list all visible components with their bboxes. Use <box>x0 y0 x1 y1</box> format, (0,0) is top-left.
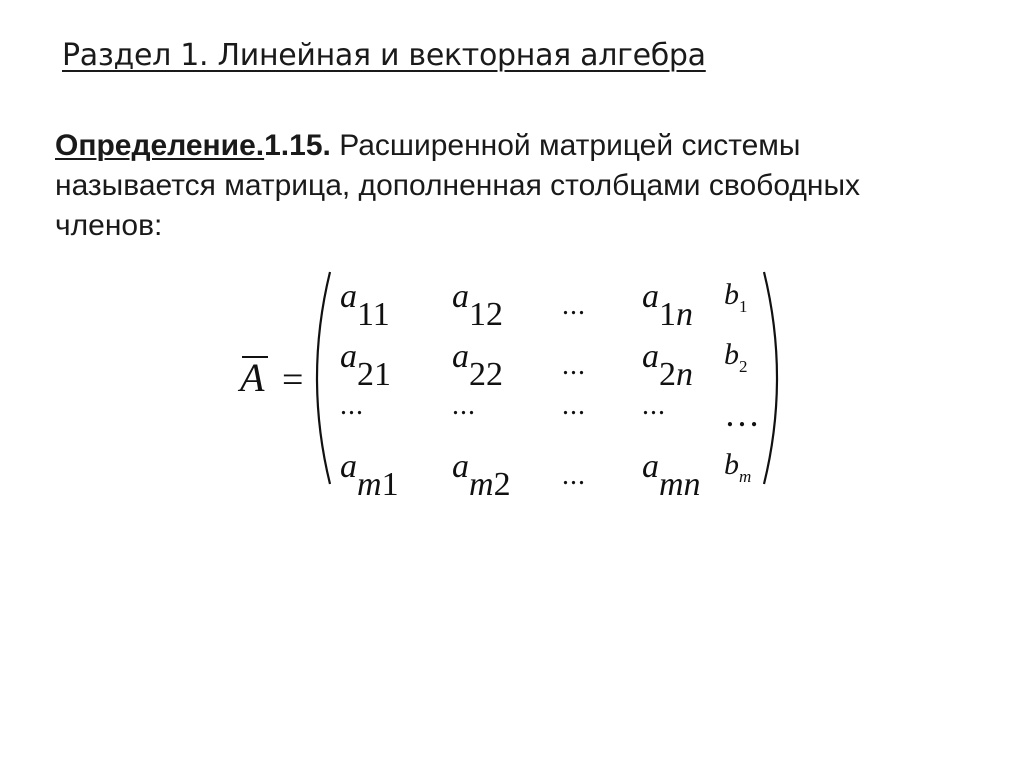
definition-paragraph <box>55 126 935 246</box>
matrix-cell-r3-c2: ... <box>452 390 476 421</box>
matrix-cell-r2-c4: a2n <box>642 338 693 393</box>
matrix-cell-r2-c2: a22 <box>452 338 503 393</box>
slide-title: Раздел 1. Линейная и векторная алгебра <box>62 38 706 73</box>
equals-sign: = <box>282 359 304 401</box>
matrix-cell-r3-c3: ... <box>562 390 586 421</box>
matrix-cell-r3-c4: ... <box>642 390 666 421</box>
matrix-cell-r1-c2: a12 <box>452 278 503 333</box>
matrix-symbol: A <box>240 355 265 400</box>
matrix-brackets <box>232 262 792 503</box>
matrix-cell-r1-c3: ... <box>562 290 586 321</box>
augmented-matrix-formula <box>232 262 792 503</box>
matrix-cell-r2-c5: b2 <box>724 338 748 376</box>
matrix-cell-r1-c4: a1n <box>642 278 693 333</box>
matrix-cell-r4-c4: amn <box>642 448 701 503</box>
matrix-cell-r1-c1: a11 <box>340 278 390 333</box>
matrix-cell-r3-c5: … <box>724 394 762 434</box>
matrix-cell-r4-c5: bm <box>724 448 752 486</box>
matrix-cell-r3-c1: ... <box>340 390 364 421</box>
matrix-cell-r4-c2: am2 <box>452 448 511 503</box>
matrix-cell-r4-c1: am1 <box>340 448 399 503</box>
definition-number: 1.15. <box>264 129 331 162</box>
definition-text: Расширенной матрицей системы называется матрица, дополненная столбцами свободных членов: <box>55 129 861 242</box>
matrix-cell-r1-c5: b1 <box>724 278 748 316</box>
matrix-cell-r2-c1: a21 <box>340 338 391 393</box>
matrix-cell-r2-c3: ... <box>562 350 586 381</box>
definition-label: Определение. <box>55 129 265 162</box>
matrix-cell-r4-c3: ... <box>562 460 586 491</box>
